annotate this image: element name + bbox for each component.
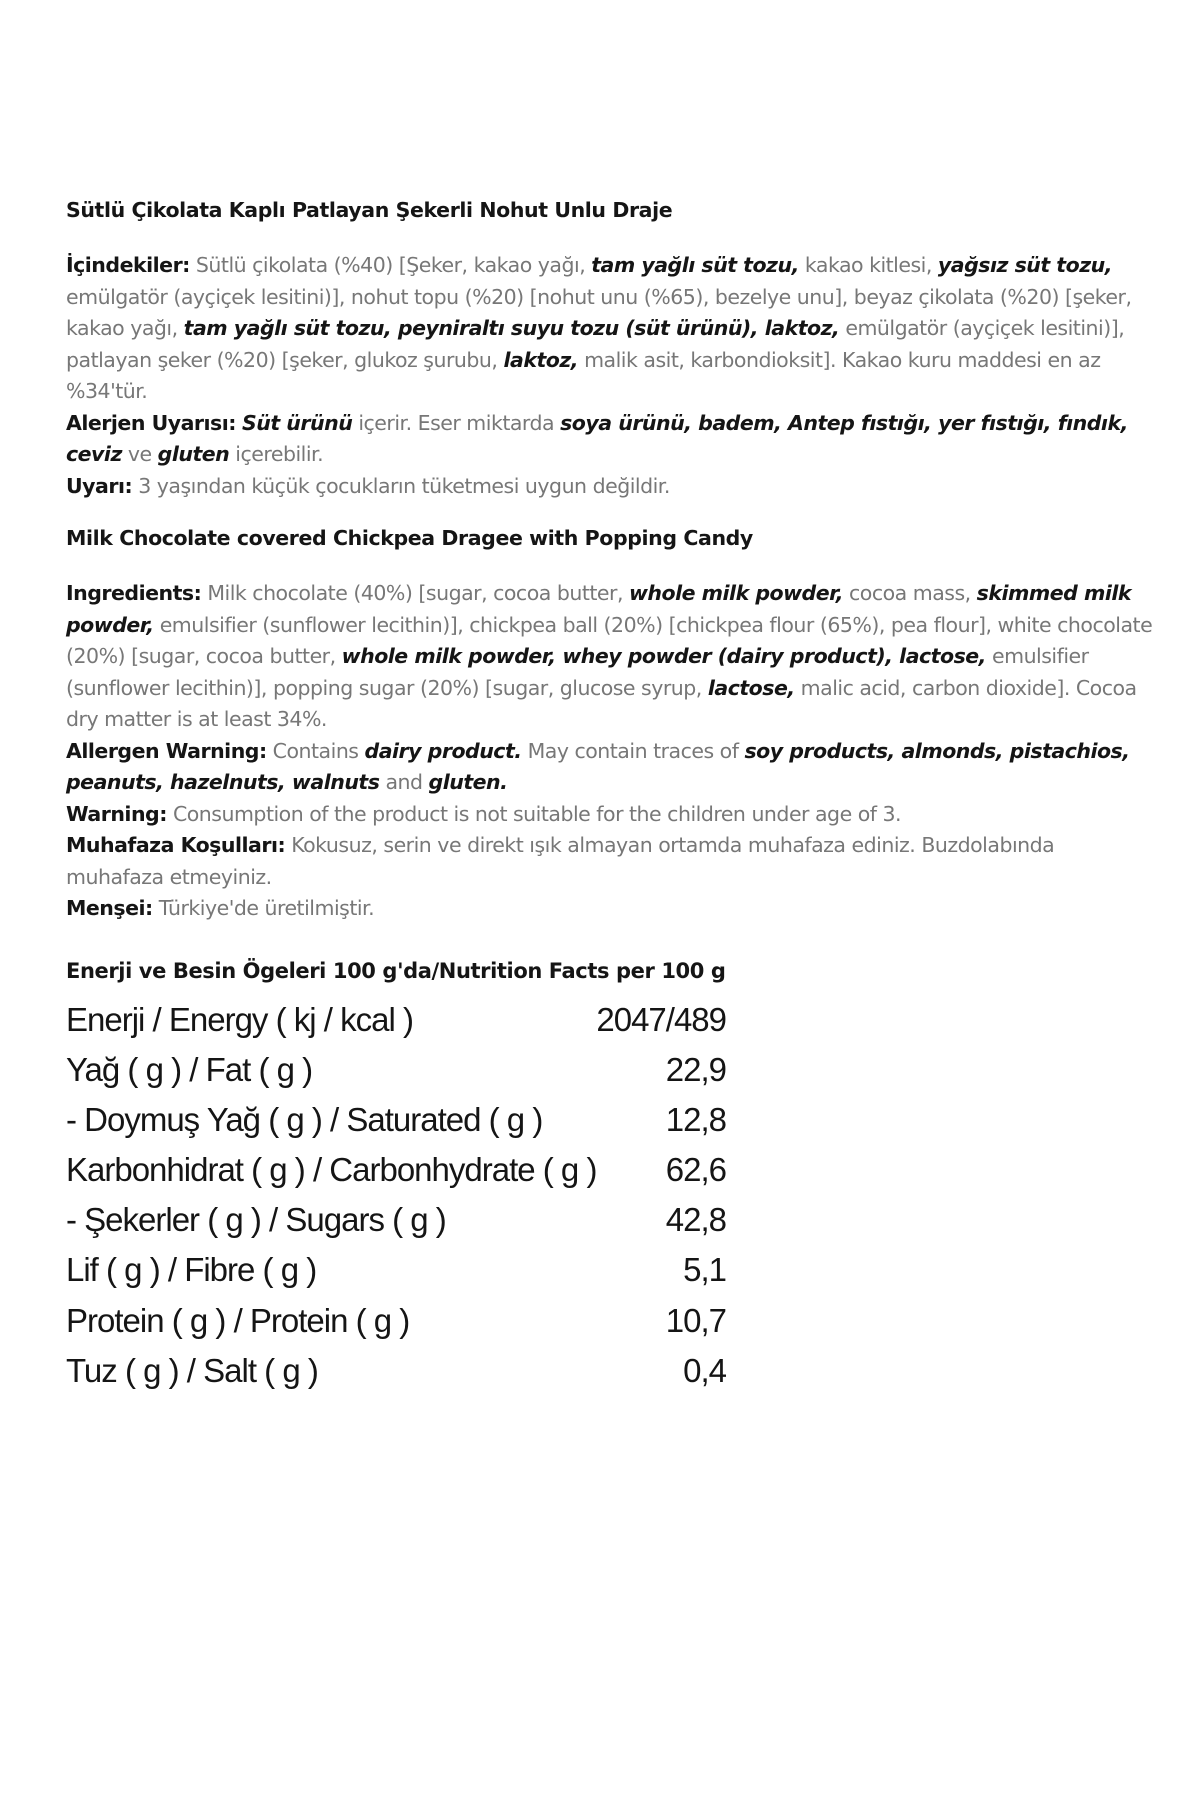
allergen-label-en: Allergen Warning: (66, 738, 267, 763)
nutrition-label: Karbonhidrat ( g ) / Carbonhydrate ( g ) (66, 1151, 597, 1189)
nutrition-row-salt (66, 1352, 726, 1402)
nutrition-value: 42,8 (665, 1201, 726, 1239)
ingredients-en: Ingredients: Milk chocolate (40%) [sugar, cocoa butter, whole milk powder, cocoa mass, skimmed milk powder, emulsifier (sunflower lecithin)], chickpea ball (20%) [chickpea flour (65%), pea flour], white chocolate (20%) [sugar, cocoa butter, whole milk powder, whey powder (dairy product), lactose, emulsifier (sunflower lecithin)], popping sugar (20%) [sugar, glucose syrup, lactose, malic acid, carbon dioxide]. Cocoa dry matter is at least 34%. (66, 581, 1153, 731)
origin: Menşei: Türkiye'de üretilmiştir. (66, 896, 375, 920)
nutrition-title: Enerji ve Besin Ögeleri 100 g'da/Nutrition Facts per 100 g (66, 958, 726, 983)
product-title-tr: Sütlü Çikolata Kaplı Patlayan Şekerli Nohut Unlu Draje (66, 198, 673, 222)
nutrition-label: - Doymuş Yağ ( g ) / Saturated ( g ) (66, 1100, 543, 1138)
nutrition-label: Tuz ( g ) / Salt ( g ) (66, 1351, 318, 1389)
nutrition-row-fibre (66, 1251, 726, 1301)
warning-label-tr: Uyarı: (66, 473, 133, 498)
storage-label: Muhafaza Koşulları: (66, 833, 286, 857)
nutrition-label: Yağ ( g ) / Fat ( g ) (66, 1050, 313, 1088)
nutrition-row-fat (66, 1051, 726, 1101)
nutrition-row-energy (66, 1001, 726, 1051)
nutrition-label: Enerji / Energy ( kj / kcal ) (66, 1000, 413, 1038)
nutrition-row-sugars (66, 1201, 726, 1251)
origin-label: Menşei: (66, 896, 153, 920)
nutrition-value: 12,8 (665, 1100, 726, 1138)
nutrition-label: Lif ( g ) / Fibre ( g ) (66, 1251, 317, 1289)
product-label (66, 198, 1156, 1402)
nutrition-label: - Şekerler ( g ) / Sugars ( g ) (66, 1201, 446, 1239)
ingredients-label-tr: İçindekiler: (66, 253, 190, 277)
nutrition-value: 0,4 (683, 1351, 726, 1389)
nutrition-value: 62,6 (665, 1151, 726, 1189)
storage-conditions: Muhafaza Koşulları: Kokusuz, serin ve direkt ışık almayan ortamda muhafaza ediniz. Buzdolabında muhafaza etmeyiniz. (66, 833, 1055, 889)
nutrition-row-carbohydrate (66, 1151, 726, 1201)
nutrition-label: Protein ( g ) / Protein ( g ) (66, 1301, 410, 1339)
allergen-warning-en: Allergen Warning: Contains dairy product. May contain traces of soy products, almonds, pistachios, peanuts, hazelnuts, walnuts and gluten. (66, 738, 1130, 794)
nutrition-table (66, 1001, 726, 1403)
warning-label-en: Warning: (66, 801, 167, 826)
nutrition-value: 5,1 (683, 1251, 726, 1289)
allergen-label-tr: Alerjen Uyarısı: (66, 410, 236, 435)
product-title-en: Milk Chocolate covered Chickpea Dragee with Popping Candy (66, 526, 753, 550)
nutrition-value: 22,9 (665, 1050, 726, 1088)
nutrition-row-saturated (66, 1101, 726, 1151)
nutrition-row-protein (66, 1302, 726, 1352)
allergen-warning-tr: Alerjen Uyarısı: Süt ürünü içerir. Eser miktarda soya ürünü, badem, Antep fıstığı, yer fıstığı, fındık, ceviz ve gluten içerebilir. (66, 410, 1128, 466)
nutrition-value: 10,7 (665, 1301, 726, 1339)
nutrition-value: 2047/489 (596, 1000, 726, 1038)
ingredients-tr: İçindekiler: Sütlü çikolata (%40) [Şeker, kakao yağı, tam yağlı süt tozu, kakao kitlesi, yağsız süt tozu, emülgatör (ayçiçek lesitini)], nohut topu (%20) [nohut unu (%65), bezelye unu], beyaz çikolata (%20) [şeker, kakao yağı, tam yağlı süt tozu, peyniraltı suyu tozu (süt ürünü), laktoz, emülgatör (ayçiçek lesitini)], patlayan şeker (%20) [şeker, glukoz şurubu, laktoz, malik asit, karbondioksit]. Kakao kuru maddesi en az %34'tür. (66, 253, 1132, 403)
warning-tr: Uyarı: 3 yaşından küçük çocukların tüketmesi uygun değildir. (66, 473, 670, 498)
ingredients-label-en: Ingredients: (66, 581, 202, 605)
warning-en: Warning: Consumption of the product is not suitable for the children under age of 3. (66, 801, 902, 826)
